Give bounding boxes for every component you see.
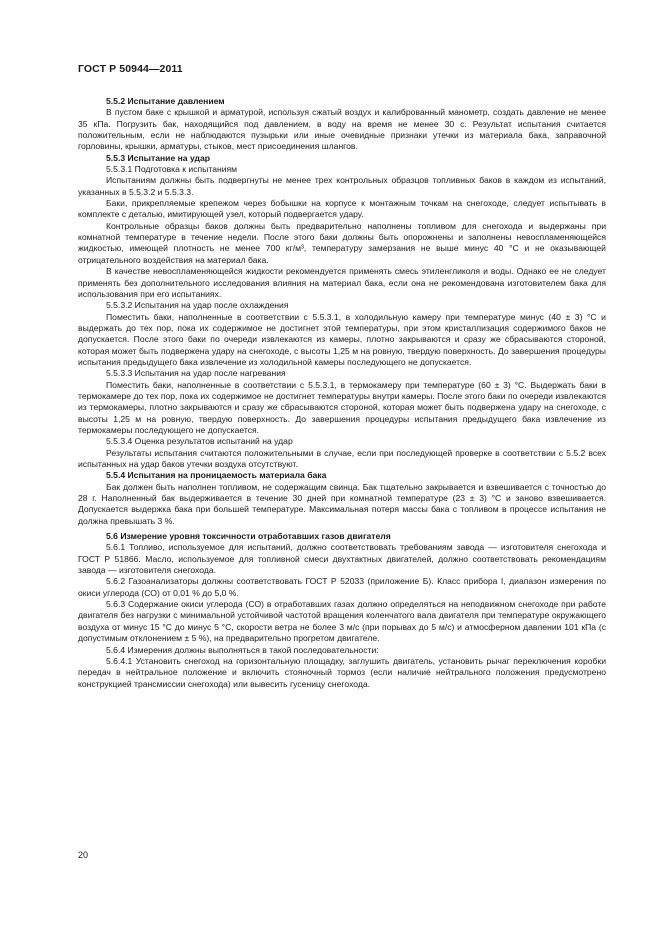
body-paragraph: Результаты испытания считаются положительными в случае, если при последующей проверке в соответствии с 5.5.2 всех испытанных на удар баков утечки воздуха отсутствуют. xyxy=(78,447,606,469)
body-paragraph: Контрольные образцы баков должны быть предварительно наполнены топливом для снегохода и выдержаны при комнатной температуре в течение недели. После этого баки должны быть опорожнены и заполнены невоспламеняющейся жидкостью, имеющей плотность не менее 700 кг/м³, температуру замерзания не выше минус 40 °С и не оказывающей отрицательного воздействия на материал бака. xyxy=(78,220,606,265)
section-heading: 5.6 Измерение уровня токсичности отработавших газов двигателя xyxy=(106,531,391,542)
body-paragraph: 5.5.3.3 Испытания на удар после нагревания xyxy=(106,368,286,379)
document-header: ГОСТ Р 50944—2011 xyxy=(78,63,183,75)
section-heading: 5.5.3 Испытание на удар xyxy=(106,152,211,163)
body-paragraph: 5.6.4 Измерения должны выполняться в такой последовательности: xyxy=(106,644,379,655)
body-paragraph: Поместить баки, наполненные в соответствии с 5.5.3.1, в холодильную камеру при температуре минус (40 ± 3) °С и выдержать до тех пор, пока их содержимое не достигнет этой температуры, при этом кристаллизация содержимого баков не допускается. После этого баки по очереди извлекаются из камеры, плотно закрываются и сразу же сбрасываются стороной, которая может быть подвержена удару на снегоходе, с высоты 1,25 м на ровную, твердую поверхность. До завершения процедуры испытания предыдущего бака извлечение из холодильной камеры последующего не допускается. xyxy=(78,311,606,367)
body-paragraph: Испытаниям должны быть подвергнуты не менее трех контрольных образцов топливных баков в каждом из испытаний, указанных в 5.5.3.2 и 5.5.3.3. xyxy=(78,175,606,197)
page-number: 20 xyxy=(78,850,89,860)
body-paragraph: Бак должен быть наполнен топливом, не содержащим свинца. Бак тщательно закрывается и взвешивается с точностью до 28 г. Наполненный бак выдерживается в течение 30 дней при комнатной температуре (23 ± 3) °С и заново взвешивается. Допускается выдержка бака при большей температуре. Максимальная потеря массы бака с топливом в процессе испытания не должна превышать 3 %. xyxy=(78,481,606,526)
body-paragraph: 5.6.3 Содержание окиси углерода (СО) в отработавших газах должно определяться на неподвижном снегоходе при работе двигателя без нагрузки с минимальной устойчивой частотой вращения коленчатого вала двигателя при температуре окружающего воздуха от минус 15 °С до минус 5 °С, скорости ветра не более 3 м/с (при порывах до 5 м/с) и атмосферном давлении 101 кПа (с допустимым отклонением ± 5 %), на предварительно прогретом двигателе. xyxy=(78,599,606,644)
body-paragraph: 5.6.1 Топливо, используемое для испытаний, должно соответствовать требованиям завода — изготовителя снегохода и ГОСТ Р 51866. Масло, используемое для топливной смеси двухтактных двигателей, должно соответствовать рекомендациям завода — изготовителя снегохода. xyxy=(78,542,606,576)
body-paragraph: В пустом баке с крышкой и арматурой, используя сжатый воздух и калиброванный манометр, создать давление не менее 35 кПа. Погрузить бак, находящийся под давлением, в воду на время не менее 30 с. Результат испытания считается положительным, если не наблюдаются пузырьки или иные очевидные признаки утечки из материала бака, заправочной горловины, крышки, арматуры, стыков, мест присоединения шлангов. xyxy=(78,107,606,152)
document-body xyxy=(78,96,606,690)
body-paragraph: 5.6.4.1 Установить снегоход на горизонтальную площадку, заглушить двигатель, установить рычаг переключения коробки передач в нейтральное положение и включить стояночный тормоз (если наличие нейтрального положения предусмотрено конструкцией трансмиссии снегохода) или вывесить гусеницу снегохода. xyxy=(78,655,606,689)
body-paragraph: 5.5.3.1 Подготовка к испытаниям xyxy=(106,164,238,175)
body-paragraph: Баки, прикрепляемые крепежом через бобышки на корпусе к монтажным точкам на снегоходе, следует испытывать в комплекте с деталью, имитирующей узел, который подвергается удару. xyxy=(78,198,606,220)
section-heading: 5.5.4 Испытания на проницаемость материала бака xyxy=(106,470,327,481)
body-paragraph: 5.5.3.4 Оценка результатов испытаний на удар xyxy=(106,436,293,447)
section-heading: 5.5.2 Испытание давлением xyxy=(106,96,225,106)
body-paragraph: Поместить баки, наполненные в соответствии с 5.5.3.1, в термокамеру при температуре (60 ± 3) °С. Выдержать баки в термокамере до тех пор, пока их содержимое не достигнет температуры внутри камеры. После этого баки по очереди извлекаются из термокамеры, плотно закрываются и сразу же сбрасываются стороной, которая может быть подвержена удару на снегоходе, с высоты 1,25 м на ровную, твердую поверхность. До завершения процедуры испытания предыдущего бака извлечение из термокамеры последующего не допускается. xyxy=(78,379,606,435)
body-paragraph: 5.6.2 Газоанализаторы должны соответствовать ГОСТ Р 52033 (приложение Б). Класс прибора I, диапазон измерения по окиси углерода (СО) от 0,01 % до 5,0 %. xyxy=(78,576,606,598)
body-paragraph: В качестве невоспламеняющейся жидкости рекомендуется применять смесь этиленгликоля и воды. Однако ее не следует применять без дополнительного исследования влияния на материал бака, если она не рекомендована изготовителем бака для использования при его испытаниях. xyxy=(78,266,606,299)
body-paragraph: 5.5.3.2 Испытания на удар после охлаждения xyxy=(106,300,289,311)
